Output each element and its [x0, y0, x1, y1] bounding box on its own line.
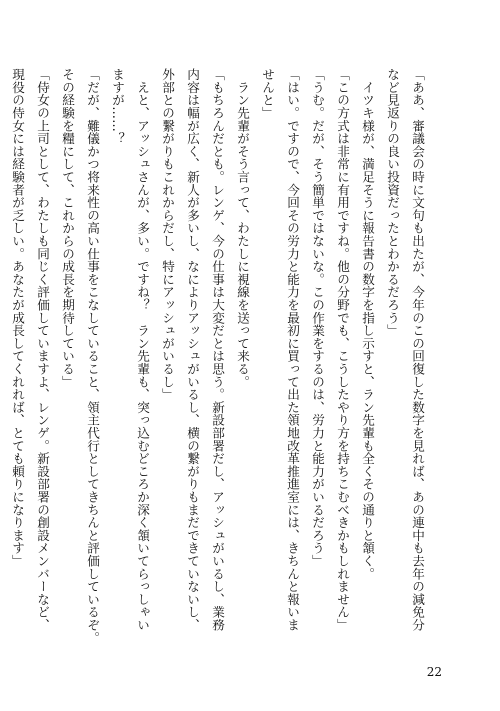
text-line: 「だが、難儀かつ将来性の高い仕事をこなしていること、領主代行としてきちんと評価しているぞ。 — [85, 68, 100, 644]
text-line: えと、アッシュさんが、多い。ですね？ ラン先輩も、突っ込むどころか深く頷いてらっしゃい — [135, 68, 150, 632]
page-number: 22 — [426, 665, 442, 679]
text-line: 「ああ、審議会の時に文句も出たが、今年のこの回復した数字を見れば、あの連中も去年の減免分 — [410, 68, 425, 632]
text-line: 「はい。ですので、今回その労力と能力を最初に買って出た領地改革推進室には、きちんと報いま — [285, 68, 300, 632]
text-line: 「この方式は非常に有用ですね。他の分野でも、こうしたやり方を持ちこむべきかもしれません」 — [335, 68, 350, 632]
text-line — [0, 68, 5, 648]
text-line: など見返りの良い投資だったとわかるだろう」 — [385, 68, 400, 337]
text-line: 内容は幅が広く、新人が多いし、なによりアッシュがいるし、横の繋がりもまだできていないし、 — [185, 68, 200, 632]
text-line: ますが……？ — [110, 68, 125, 145]
text-line: 「もちろんだとも。レンゲ、今の仕事は大変だとは思う。新設部署だし、アッシュがいるし、業務 — [210, 68, 225, 632]
text-line: ラン先輩がそう言って、わたしに視線を送って来る。 — [235, 68, 250, 388]
text-line: 「侍女の上司として、わたしも同じく評価していますよ、レンゲ。新設部署の創設メンバーなど、 — [35, 68, 50, 632]
text-line: イツキ様が、満足そうに報告書の数字を指し示すと、ラン先輩も全くその通りと頷く。 — [360, 68, 375, 580]
text-line: 現役の侍女には経験者が乏しい。あなたが成長してくれれば、とても頼りになります」 — [10, 68, 25, 568]
text-line: せんと」 — [260, 68, 275, 120]
text-line: 外部との繋がりもこれからだし、特にアッシュがいるし」 — [160, 68, 175, 401]
text-line: 「うむ。だが、そう簡単ではないな。この作業をするのは、労力と能力がいるだろう」 — [310, 68, 325, 568]
body-text — [10, 68, 430, 648]
text-line: その経験を糧にして、これからの成長を期待している」 — [60, 68, 75, 388]
